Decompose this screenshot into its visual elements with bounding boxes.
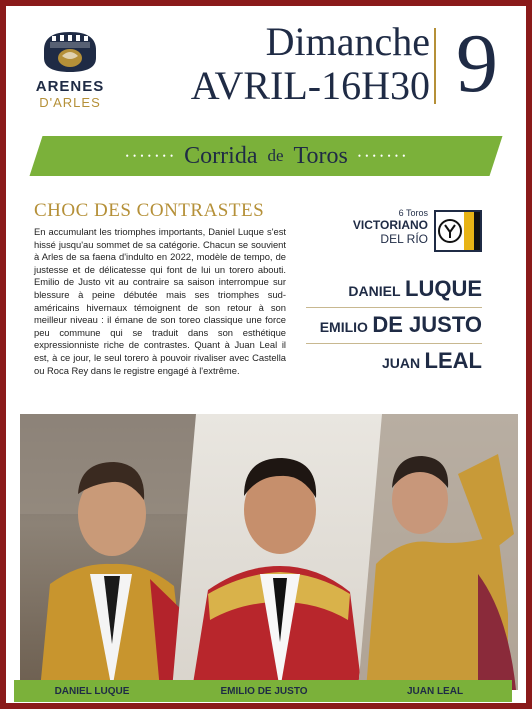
poster — [6, 6, 526, 703]
article-headline: CHOC DES CONTRASTES — [34, 200, 265, 221]
torero-2: EMILIO DE JUSTO — [306, 308, 482, 344]
title-word2: Toros — [293, 142, 348, 169]
title-de: de — [267, 146, 284, 165]
ganaderia-brand-icon — [434, 210, 482, 252]
logo-line1: ARENES — [35, 78, 105, 95]
day-name: Dimanche — [265, 19, 430, 64]
torero-photos — [20, 414, 518, 690]
title-word1: Corrida — [184, 142, 258, 169]
photo-juan-leal — [358, 414, 518, 690]
ganaderia-block — [324, 208, 428, 246]
arenes-logo — [30, 28, 110, 110]
caption-emilio-de-justo: EMILIO DE JUSTO — [170, 680, 358, 702]
article-body: En accumulant les triomphes importants, Daniel Luque s'est hissé jusqu'au sommet de sa catégorie. Chacun se souvient à Arles de sa faena d'indulto en 2022, modèle de tempo, de justesse et de délicatesse qui font de lui un torero abouti. Emilio de Justo vit au contraire sa saison interrompue sur blessure à peine débutée mais ses triomphes sud-américains hivernaux témoignent de son retour à son meilleur niveau : il émane de son toreo classique une force peu commune qui se traduit dans son esthétique expressionniste riche de contrastes. Quant à Juan Leal il est, à ce jour, le seul torero à pouvoir rivaliser avec Castella ou Roca Rey dans le registre engagé à l'extrême. — [34, 226, 286, 376]
caption-juan-leal: JUAN LEAL — [358, 680, 512, 702]
brand-circle-icon — [437, 218, 463, 244]
date-block — [130, 20, 430, 108]
event-title — [36, 136, 496, 176]
logo-line2: D'ARLES — [39, 95, 101, 110]
ganaderia-name: VICTORIANO — [352, 218, 428, 232]
arena-icon — [40, 28, 100, 74]
ornament-right: • • • • • • • — [357, 151, 407, 161]
torero-1: DANIEL LUQUE — [306, 272, 482, 308]
caption-daniel-luque: DANIEL LUQUE — [14, 680, 170, 702]
photo-emilio-de-justo — [172, 414, 382, 690]
day-number: 9 — [456, 17, 498, 110]
ornament-left: • • • • • • • — [125, 151, 175, 161]
photo-daniel-luque — [20, 414, 196, 690]
toreros-list — [306, 272, 482, 379]
torero-3: JUAN LEAL — [381, 348, 482, 373]
month-time: AVRIL-16H30 — [190, 63, 430, 108]
date-separator — [434, 28, 436, 104]
ganaderia-name2: DEL RÍO — [380, 232, 428, 246]
toros-count: 6 Toros — [398, 208, 428, 218]
